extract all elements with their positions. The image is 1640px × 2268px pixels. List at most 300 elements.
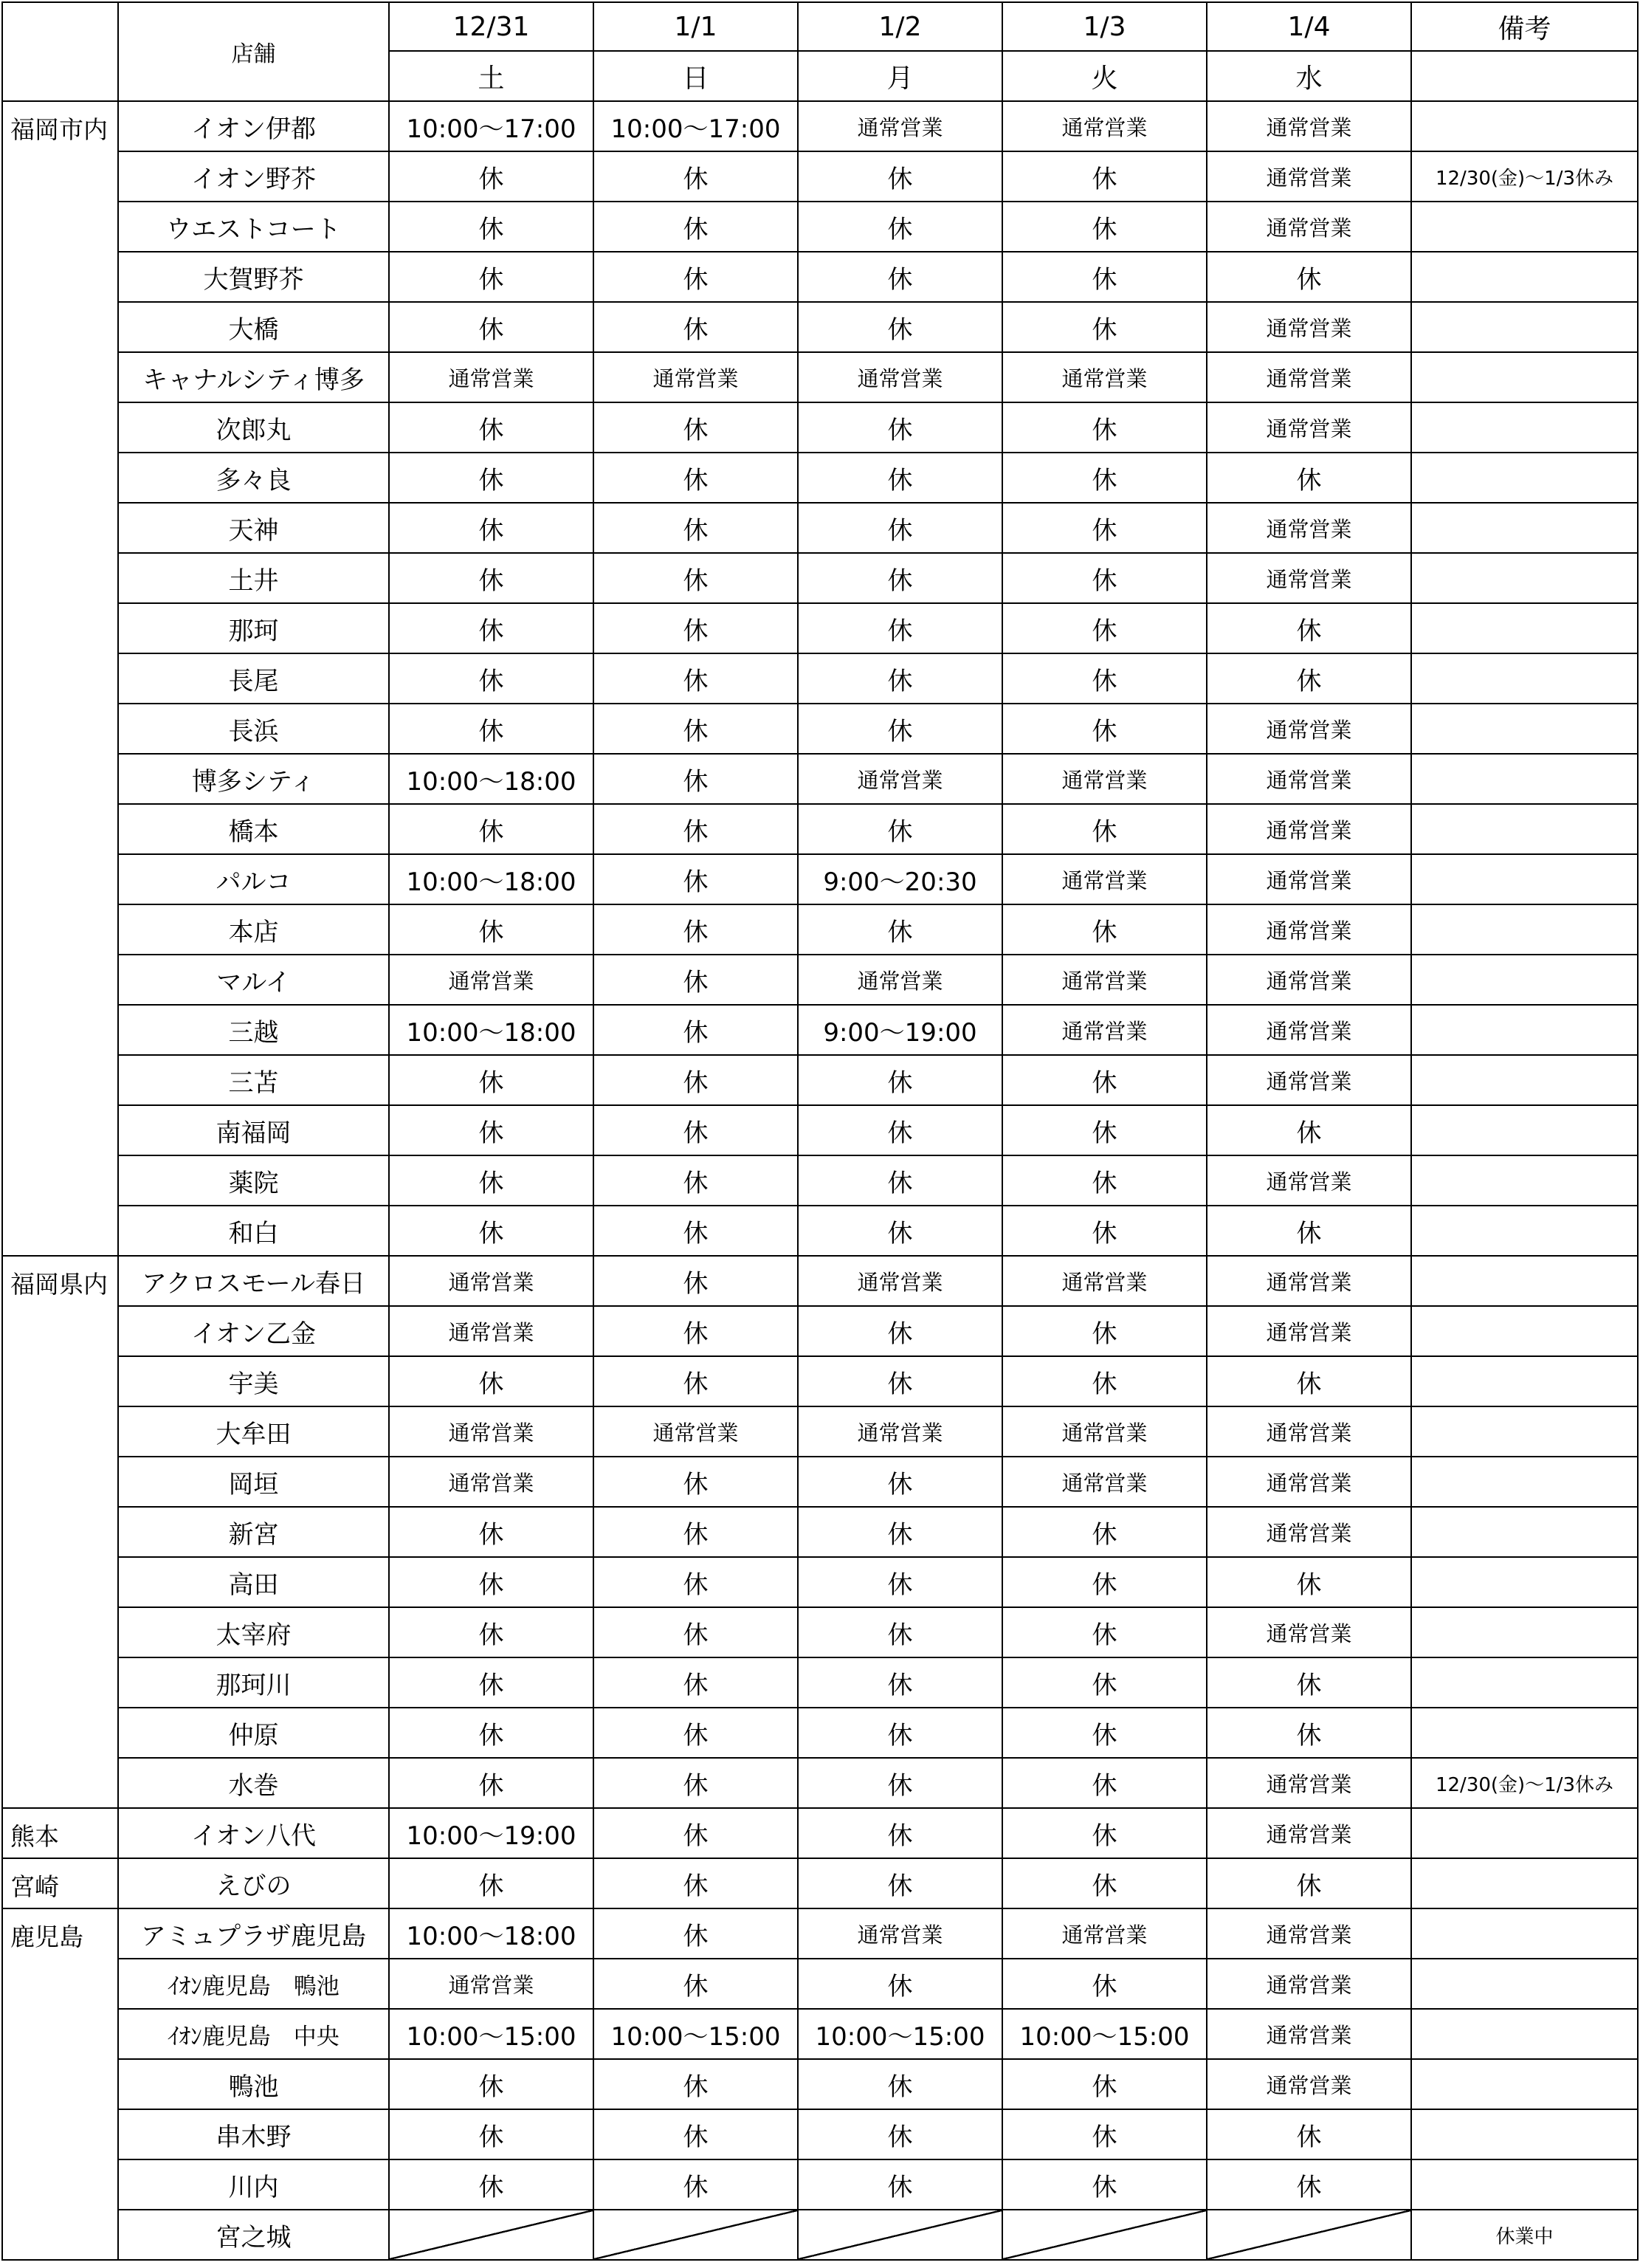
status-closed: 休 [1002, 1959, 1207, 2009]
store-name: 次郎丸 [118, 402, 389, 453]
note-cell [1411, 202, 1638, 252]
status-closed: 休 [593, 1005, 798, 1055]
status-closed: 休 [593, 704, 798, 754]
status-normal: 通常営業 [1002, 754, 1207, 804]
note-cell [1411, 1657, 1638, 1708]
note-cell [1411, 1908, 1638, 1959]
note-cell [1411, 1055, 1638, 1105]
status-normal: 通常営業 [389, 1256, 593, 1306]
store-name: 大牟田 [118, 1406, 389, 1457]
status-hours: 10:00～15:00 [798, 2009, 1002, 2059]
note-cell [1411, 704, 1638, 754]
status-closed: 休 [593, 1457, 798, 1507]
status-normal: 通常営業 [1207, 101, 1411, 151]
table-row [2, 955, 1638, 1005]
status-closed: 休 [1002, 553, 1207, 603]
status-closed: 休 [798, 151, 1002, 202]
status-closed: 休 [593, 754, 798, 804]
status-closed: 休 [593, 1908, 798, 1959]
holiday-hours-table [1, 1, 1639, 2261]
store-name: 太宰府 [118, 1607, 389, 1657]
header-region-cell [2, 2, 118, 101]
status-closed: 休 [1207, 1557, 1411, 1607]
status-closed: 休 [1002, 2109, 1207, 2159]
store-name: 長尾 [118, 653, 389, 704]
status-closed: 休 [389, 1758, 593, 1808]
status-closed: 休 [593, 553, 798, 603]
note-cell [1411, 1507, 1638, 1557]
status-closed: 休 [389, 1055, 593, 1105]
status-normal: 通常営業 [1207, 1908, 1411, 1959]
header-weekday-1: 土 [389, 51, 593, 101]
status-normal: 通常営業 [1207, 2009, 1411, 2059]
note-cell [1411, 1858, 1638, 1908]
note-cell [1411, 754, 1638, 804]
header-date-5: 1/4 [1207, 2, 1411, 51]
note-cell [1411, 653, 1638, 704]
store-name: 串木野 [118, 2109, 389, 2159]
note-cell [1411, 804, 1638, 854]
table-row [2, 503, 1638, 553]
region-label: 熊本 [2, 1808, 118, 1858]
status-normal: 通常営業 [389, 1406, 593, 1457]
table-row [2, 1105, 1638, 1155]
status-normal: 通常営業 [1002, 854, 1207, 904]
status-closed: 休 [1207, 603, 1411, 653]
table-row [2, 252, 1638, 302]
status-normal: 通常営業 [389, 1457, 593, 1507]
status-closed: 休 [1207, 1657, 1411, 1708]
status-normal: 通常営業 [1002, 1406, 1207, 1457]
header-note-blank [1411, 51, 1638, 101]
status-closed: 休 [798, 1055, 1002, 1105]
status-closed: 休 [593, 2159, 798, 2210]
status-closed: 休 [389, 804, 593, 854]
status-closed: 休 [798, 2059, 1002, 2109]
status-closed: 休 [593, 1607, 798, 1657]
table-row [2, 1206, 1638, 1256]
table-row [2, 1557, 1638, 1607]
status-normal: 通常営業 [798, 1406, 1002, 1457]
status-closed: 休 [798, 202, 1002, 252]
table-row [2, 1708, 1638, 1758]
region-label: 福岡市内 [2, 101, 118, 1256]
status-closed: 休 [1002, 1708, 1207, 1758]
status-closed: 休 [593, 603, 798, 653]
status-normal: 通常営業 [593, 1406, 798, 1457]
status-closed: 休 [798, 553, 1002, 603]
note-cell [1411, 1206, 1638, 1256]
status-normal: 通常営業 [1207, 151, 1411, 202]
header-weekday-3: 月 [798, 51, 1002, 101]
note-cell [1411, 553, 1638, 603]
status-normal: 通常営業 [1207, 1607, 1411, 1657]
status-normal: 通常営業 [1207, 955, 1411, 1005]
status-closed: 休 [593, 1557, 798, 1607]
status-normal: 通常営業 [798, 1256, 1002, 1306]
table-row [2, 402, 1638, 453]
status-normal: 通常営業 [1207, 1959, 1411, 2009]
note-cell: 休業中 [1411, 2210, 1638, 2260]
status-closed: 休 [593, 503, 798, 553]
status-normal: 通常営業 [1207, 503, 1411, 553]
status-closed: 休 [1207, 2159, 1411, 2210]
header-date-4: 1/3 [1002, 2, 1207, 51]
suspended-slash-cell [1207, 2210, 1411, 2260]
status-normal: 通常営業 [1207, 352, 1411, 402]
status-closed: 休 [593, 1858, 798, 1908]
store-name: アミュプラザ鹿児島 [118, 1908, 389, 1959]
status-normal: 通常営業 [1207, 1306, 1411, 1356]
note-cell [1411, 402, 1638, 453]
store-name: 土井 [118, 553, 389, 603]
suspended-slash-cell [593, 2210, 798, 2260]
status-closed: 休 [593, 1155, 798, 1206]
table-row [2, 1808, 1638, 1858]
table-row [2, 1657, 1638, 1708]
status-hours: 10:00～18:00 [389, 854, 593, 904]
status-closed: 休 [593, 151, 798, 202]
status-closed: 休 [1002, 1105, 1207, 1155]
status-normal: 通常営業 [1207, 202, 1411, 252]
status-hours: 10:00～17:00 [593, 101, 798, 151]
store-name: えびの [118, 1858, 389, 1908]
note-cell [1411, 302, 1638, 352]
status-closed: 休 [798, 1306, 1002, 1356]
table-row [2, 904, 1638, 955]
status-closed: 休 [389, 603, 593, 653]
note-cell [1411, 904, 1638, 955]
status-closed: 休 [1002, 503, 1207, 553]
store-name: 博多シティ [118, 754, 389, 804]
status-closed: 休 [1002, 1055, 1207, 1105]
status-closed: 休 [593, 1105, 798, 1155]
status-normal: 通常営業 [798, 754, 1002, 804]
store-name: 南福岡 [118, 1105, 389, 1155]
note-cell: 12/30(金)～1/3休み [1411, 1758, 1638, 1808]
status-closed: 休 [798, 1457, 1002, 1507]
table-body [2, 2, 1638, 2260]
status-closed: 休 [798, 1155, 1002, 1206]
status-closed: 休 [389, 252, 593, 302]
suspended-slash-cell [1002, 2210, 1207, 2260]
status-closed: 休 [593, 1808, 798, 1858]
status-closed: 休 [593, 2109, 798, 2159]
status-closed: 休 [593, 1055, 798, 1105]
status-closed: 休 [1207, 1858, 1411, 1908]
status-closed: 休 [389, 2059, 593, 2109]
table-row [2, 2059, 1638, 2109]
table-row [2, 2210, 1638, 2260]
status-normal: 通常営業 [593, 352, 798, 402]
note-cell [1411, 1155, 1638, 1206]
status-hours: 10:00～18:00 [389, 754, 593, 804]
status-closed: 休 [1002, 704, 1207, 754]
status-normal: 通常営業 [1207, 1507, 1411, 1557]
status-normal: 通常営業 [798, 955, 1002, 1005]
header-date-2: 1/1 [593, 2, 798, 51]
note-cell [1411, 1406, 1638, 1457]
store-name: 水巻 [118, 1758, 389, 1808]
status-normal: 通常営業 [1207, 1055, 1411, 1105]
header-weekday-4: 火 [1002, 51, 1207, 101]
region-label: 宮崎 [2, 1858, 118, 1908]
status-normal: 通常営業 [1207, 1256, 1411, 1306]
status-closed: 休 [1207, 1105, 1411, 1155]
store-name: 那珂川 [118, 1657, 389, 1708]
status-closed: 休 [798, 252, 1002, 302]
status-closed: 休 [1002, 1607, 1207, 1657]
note-cell [1411, 1959, 1638, 2009]
status-closed: 休 [798, 402, 1002, 453]
status-closed: 休 [798, 1507, 1002, 1557]
status-closed: 休 [593, 1758, 798, 1808]
status-normal: 通常営業 [1002, 101, 1207, 151]
store-name: ｲｵﾝ鹿児島 中央 [118, 2009, 389, 2059]
status-normal: 通常営業 [389, 352, 593, 402]
note-cell: 12/30(金)～1/3休み [1411, 151, 1638, 202]
table-row [2, 1959, 1638, 2009]
note-cell [1411, 2109, 1638, 2159]
note-cell [1411, 2009, 1638, 2059]
status-hours: 10:00～15:00 [1002, 2009, 1207, 2059]
store-name: マルイ [118, 955, 389, 1005]
status-closed: 休 [1002, 1858, 1207, 1908]
table-row [2, 352, 1638, 402]
status-closed: 休 [389, 503, 593, 553]
status-closed: 休 [1002, 904, 1207, 955]
status-normal: 通常営業 [1207, 1406, 1411, 1457]
store-name: イオン伊都 [118, 101, 389, 151]
note-cell [1411, 1306, 1638, 1356]
status-normal: 通常営業 [1207, 402, 1411, 453]
note-cell [1411, 2059, 1638, 2109]
status-closed: 休 [1207, 1708, 1411, 1758]
status-hours: 9:00～19:00 [798, 1005, 1002, 1055]
status-closed: 休 [593, 1306, 798, 1356]
status-closed: 休 [798, 503, 1002, 553]
table-row [2, 1758, 1638, 1808]
status-closed: 休 [593, 453, 798, 503]
status-closed: 休 [798, 302, 1002, 352]
note-cell [1411, 453, 1638, 503]
note-cell [1411, 252, 1638, 302]
status-closed: 休 [798, 1959, 1002, 2009]
table-row [2, 1055, 1638, 1105]
header-weekday-2: 日 [593, 51, 798, 101]
status-closed: 休 [798, 2159, 1002, 2210]
status-closed: 休 [593, 302, 798, 352]
table-row [2, 854, 1638, 904]
region-label: 鹿児島 [2, 1908, 118, 2260]
note-cell [1411, 1457, 1638, 1507]
status-closed: 休 [798, 1356, 1002, 1406]
table-row [2, 1306, 1638, 1356]
status-closed: 休 [1002, 653, 1207, 704]
region-label: 福岡県内 [2, 1256, 118, 1808]
header-date-3: 1/2 [798, 2, 1002, 51]
status-closed: 休 [1002, 1507, 1207, 1557]
store-name: 宮之城 [118, 2210, 389, 2260]
status-closed: 休 [389, 1858, 593, 1908]
note-cell [1411, 1356, 1638, 1406]
status-closed: 休 [389, 1155, 593, 1206]
status-hours: 10:00～17:00 [389, 101, 593, 151]
note-cell [1411, 101, 1638, 151]
status-hours: 10:00～18:00 [389, 1908, 593, 1959]
store-name: 新宮 [118, 1507, 389, 1557]
table-row [2, 603, 1638, 653]
status-closed: 休 [1002, 252, 1207, 302]
note-cell [1411, 352, 1638, 402]
status-closed: 休 [593, 402, 798, 453]
note-cell [1411, 955, 1638, 1005]
status-closed: 休 [389, 653, 593, 704]
status-closed: 休 [1002, 1557, 1207, 1607]
table-row [2, 754, 1638, 804]
status-closed: 休 [593, 804, 798, 854]
status-closed: 休 [1002, 804, 1207, 854]
status-closed: 休 [1002, 453, 1207, 503]
store-name: 川内 [118, 2159, 389, 2210]
status-normal: 通常営業 [1207, 302, 1411, 352]
note-cell [1411, 1256, 1638, 1306]
status-closed: 休 [1002, 1356, 1207, 1406]
note-cell [1411, 1607, 1638, 1657]
store-name: 天神 [118, 503, 389, 553]
status-closed: 休 [798, 1607, 1002, 1657]
status-closed: 休 [593, 252, 798, 302]
status-normal: 通常営業 [1207, 1155, 1411, 1206]
status-closed: 休 [593, 1256, 798, 1306]
status-normal: 通常営業 [1207, 1808, 1411, 1858]
store-name: 長浜 [118, 704, 389, 754]
suspended-slash-cell [389, 2210, 593, 2260]
store-name: 薬院 [118, 1155, 389, 1206]
status-closed: 休 [389, 2159, 593, 2210]
status-normal: 通常営業 [389, 1306, 593, 1356]
store-name: 和白 [118, 1206, 389, 1256]
status-normal: 通常営業 [1002, 352, 1207, 402]
status-normal: 通常営業 [1207, 854, 1411, 904]
status-closed: 休 [1207, 653, 1411, 704]
status-closed: 休 [1002, 1758, 1207, 1808]
status-closed: 休 [389, 402, 593, 453]
status-closed: 休 [1002, 2059, 1207, 2109]
status-closed: 休 [593, 653, 798, 704]
store-name: イオン八代 [118, 1808, 389, 1858]
status-closed: 休 [798, 603, 1002, 653]
note-cell [1411, 1005, 1638, 1055]
suspended-slash-cell [798, 2210, 1002, 2260]
status-normal: 通常営業 [1002, 1005, 1207, 1055]
store-name: 那珂 [118, 603, 389, 653]
note-cell [1411, 1808, 1638, 1858]
table-row [2, 1406, 1638, 1457]
table-row [2, 704, 1638, 754]
status-closed: 休 [389, 1206, 593, 1256]
status-closed: 休 [1002, 1155, 1207, 1206]
store-name: 岡垣 [118, 1457, 389, 1507]
status-normal: 通常営業 [798, 1908, 1002, 1959]
note-cell [1411, 1105, 1638, 1155]
store-name: 本店 [118, 904, 389, 955]
status-closed: 休 [593, 955, 798, 1005]
status-normal: 通常営業 [1207, 1005, 1411, 1055]
store-name: 宇美 [118, 1356, 389, 1406]
store-name: ウエストコート [118, 202, 389, 252]
status-normal: 通常営業 [798, 101, 1002, 151]
status-closed: 休 [389, 704, 593, 754]
table-row [2, 302, 1638, 352]
status-closed: 休 [389, 1105, 593, 1155]
status-normal: 通常営業 [1207, 804, 1411, 854]
status-closed: 休 [798, 1858, 1002, 1908]
store-name: イオン野芥 [118, 151, 389, 202]
store-name: 仲原 [118, 1708, 389, 1758]
status-closed: 休 [1002, 1206, 1207, 1256]
store-name: 鴨池 [118, 2059, 389, 2109]
status-closed: 休 [1002, 402, 1207, 453]
status-closed: 休 [798, 1758, 1002, 1808]
note-cell [1411, 603, 1638, 653]
status-closed: 休 [1207, 2109, 1411, 2159]
store-name: 大橋 [118, 302, 389, 352]
table-row [2, 151, 1638, 202]
status-closed: 休 [1002, 302, 1207, 352]
status-closed: 休 [1002, 1306, 1207, 1356]
table-row [2, 1858, 1638, 1908]
header-note-label: 備考 [1411, 2, 1638, 51]
table-row [2, 2109, 1638, 2159]
status-closed: 休 [389, 453, 593, 503]
status-normal: 通常営業 [1207, 2059, 1411, 2109]
table-row [2, 653, 1638, 704]
status-closed: 休 [389, 151, 593, 202]
table-row [2, 202, 1638, 252]
status-closed: 休 [593, 854, 798, 904]
status-closed: 休 [593, 1708, 798, 1758]
status-hours: 10:00～15:00 [593, 2009, 798, 2059]
status-closed: 休 [1002, 151, 1207, 202]
store-name: パルコ [118, 854, 389, 904]
status-hours: 9:00～20:30 [798, 854, 1002, 904]
status-closed: 休 [389, 302, 593, 352]
store-name: アクロスモール春日 [118, 1256, 389, 1306]
status-closed: 休 [1002, 202, 1207, 252]
status-closed: 休 [593, 1356, 798, 1406]
store-name: 三苫 [118, 1055, 389, 1105]
status-normal: 通常営業 [1207, 1457, 1411, 1507]
store-name: 橋本 [118, 804, 389, 854]
status-closed: 休 [1002, 603, 1207, 653]
status-closed: 休 [798, 453, 1002, 503]
status-closed: 休 [798, 2109, 1002, 2159]
status-closed: 休 [798, 1557, 1002, 1607]
note-cell [1411, 503, 1638, 553]
status-closed: 休 [389, 1356, 593, 1406]
table-row [2, 804, 1638, 854]
status-closed: 休 [1002, 1808, 1207, 1858]
status-closed: 休 [798, 1657, 1002, 1708]
status-hours: 10:00～15:00 [389, 2009, 593, 2059]
status-closed: 休 [798, 1808, 1002, 1858]
status-normal: 通常営業 [1002, 955, 1207, 1005]
store-name: キャナルシティ博多 [118, 352, 389, 402]
status-normal: 通常営業 [389, 1959, 593, 2009]
store-name: イオン乙金 [118, 1306, 389, 1356]
status-hours: 10:00～18:00 [389, 1005, 593, 1055]
